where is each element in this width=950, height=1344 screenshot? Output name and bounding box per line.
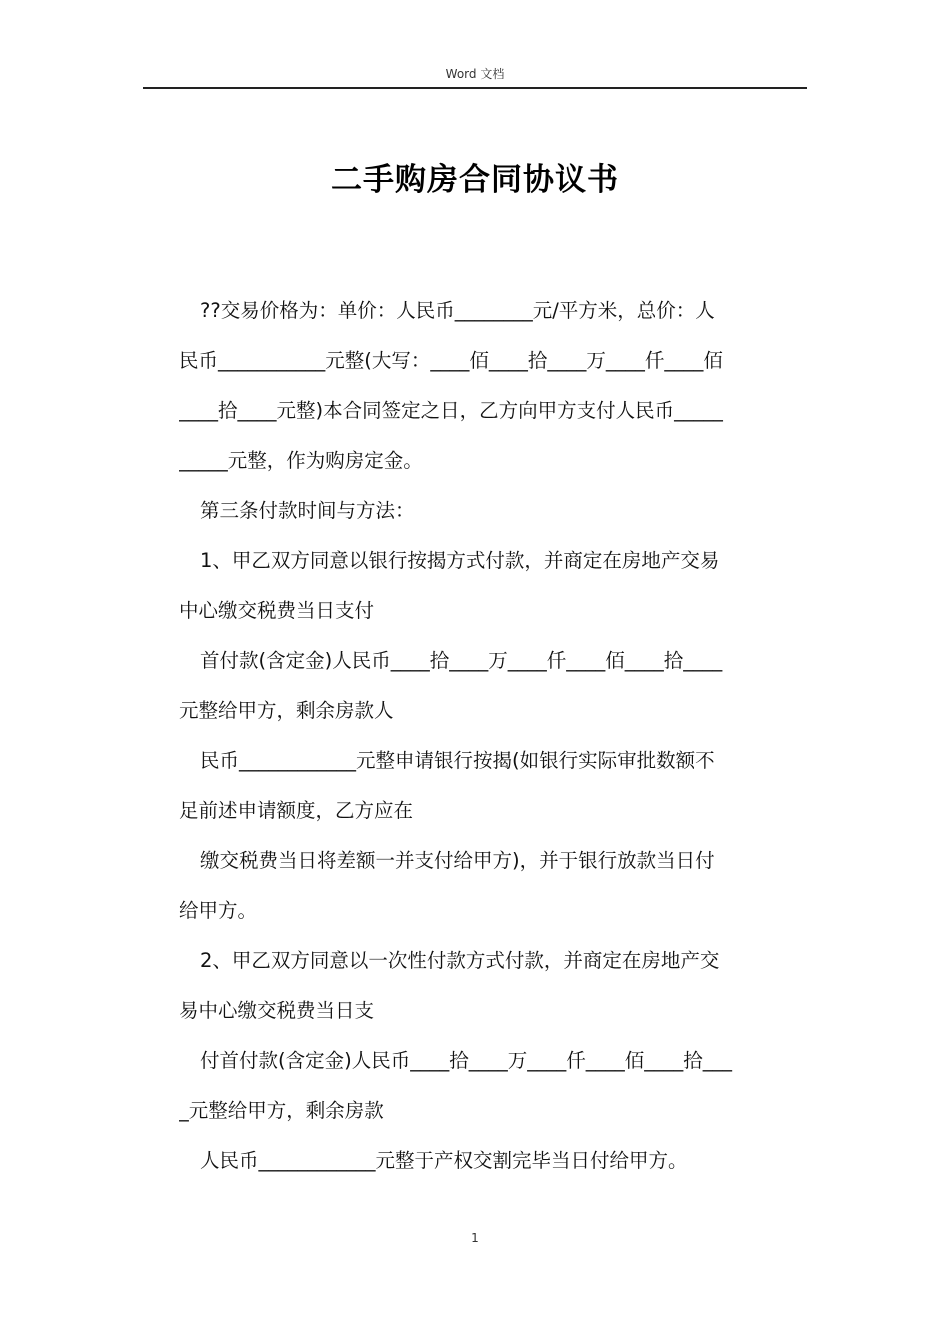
body-line: 易中心缴交税费当日支 xyxy=(179,999,375,1022)
body-line: _____元整，作为购房定金。 xyxy=(179,449,423,472)
body-line: _元整给甲方，剩余房款 xyxy=(179,1099,384,1122)
body-line: 给甲方。 xyxy=(179,899,258,922)
page-header: Word 文档 xyxy=(445,67,505,81)
body-line: 缴交税费当日将差额一并支付给甲方)，并于银行放款当日付 xyxy=(200,849,715,872)
body-line: 2、甲乙双方同意以一次性付款方式付款，并商定在房地产交 xyxy=(200,949,720,972)
body-line: 首付款(含定金)人民币____拾____万____仟____佰____拾____ xyxy=(200,649,723,672)
page-number: 1 xyxy=(471,1231,479,1245)
section-heading: 第三条付款时间与方法： xyxy=(200,499,415,522)
body-line: 1、甲乙双方同意以银行按揭方式付款，并商定在房地产交易 xyxy=(200,549,720,572)
body-line: 中心缴交税费当日支付 xyxy=(179,599,375,622)
body-line: 付首付款(含定金)人民币____拾____万____仟____佰____拾___ xyxy=(200,1049,732,1072)
body-line: ____拾____元整)本合同签定之日，乙方向甲方支付人民币_____ xyxy=(179,399,723,422)
body-line: 民币___________元整(大写：____佰____拾____万____仟____佰 xyxy=(179,349,723,372)
body-line: 足前述申请额度，乙方应在 xyxy=(179,799,414,822)
body-line: 元整给甲方，剩余房款人 xyxy=(179,699,394,722)
document-title: 二手购房合同协议书 xyxy=(331,162,619,198)
body-line: ??交易价格为：单价：人民币________元/平方米，总价：人 xyxy=(200,299,715,322)
body-line: 民币____________元整申请银行按揭(如银行实际审批数额不 xyxy=(200,749,715,772)
header-divider xyxy=(143,87,807,89)
body-line: 人民币____________元整于产权交割完毕当日付给甲方。 xyxy=(200,1149,688,1172)
document-body xyxy=(179,286,801,1186)
